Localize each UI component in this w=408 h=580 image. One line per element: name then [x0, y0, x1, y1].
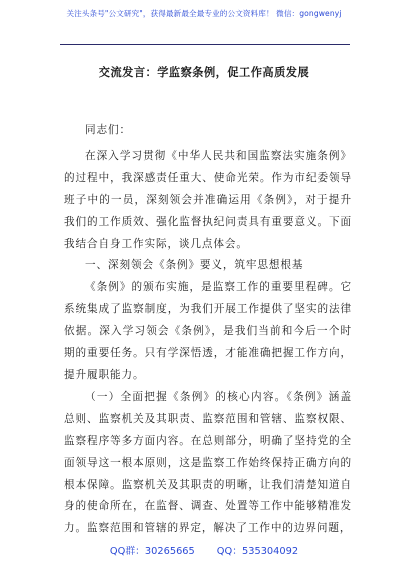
qq-contact-text: QQ：535304092	[216, 546, 299, 557]
document-body	[64, 120, 352, 540]
salutation: 同志们：	[85, 124, 131, 136]
contact-footer	[0, 543, 408, 557]
promo-banner: 关注头条号"公文研究"，获得最新最全最专业的公文资料库！ 微信：gongwenyj	[66, 9, 342, 18]
qq-group-text: QQ群：30265665	[109, 546, 195, 557]
paragraph-subsection-1: （一）全面把握《条例》的核心内容。《条例》涵盖总则、监察机关及其职责、监察范围和管辖、监察权限、监察程序等多方面内容。在总则部分，明确了坚持党的全面领导这一根本原则，这是监察工作始终保持正确方向的根本保障。监察机关及其职责的明晰，让我们清楚知道自身的使命所在，在监督、调查、处置等工作中能够精准发力。监察范围和管辖的界定，解决了工作中的边界问题，	[64, 390, 352, 535]
header-divider	[60, 44, 350, 45]
paragraph-intro: 在深入学习贯彻《中华人民共和国监察法实施条例》的过程中，我深感责任重大、使命光荣。作为市纪委领导班子中的一员，深刻领会并准确运用《条例》，对于提升我们的工作质效、强化监督执纪问责具有重要意义。下面我结合自身工作实际，谈几点体会。	[64, 149, 352, 250]
document-title: 交流发言：学监察条例，促工作高质发展	[98, 65, 310, 79]
paragraph-section-1: 《条例》的颁布实施，是监察工作的重要里程碑。它系统集成了监察制度，为我们开展工作提供了坚实的法律依据。深入学习领会《条例》，是我们当前和今后一个时期的重要任务。只有学深悟透，才能准确把握工作方向，提升履职能力。	[64, 281, 352, 381]
section-heading-1: 一、深刻领会《条例》要义，筑牢思想根基	[85, 259, 304, 272]
